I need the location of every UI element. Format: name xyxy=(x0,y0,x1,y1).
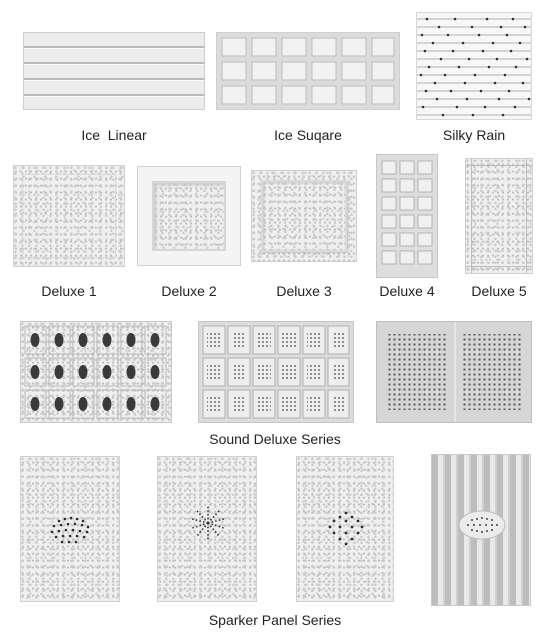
ice-linear-label: Ice Linear xyxy=(81,127,147,143)
deluxe-3-label: Deluxe 3 xyxy=(276,283,332,299)
deluxe-2-label: Deluxe 2 xyxy=(161,283,217,299)
deluxe-4-label: Deluxe 4 xyxy=(379,283,435,299)
sparker-panel-tile-2 xyxy=(157,456,257,602)
sound-deluxe-series-title: Sound Deluxe Series xyxy=(209,431,341,447)
silky-rain-tile xyxy=(416,12,532,120)
sound-deluxe-2-pattern xyxy=(201,324,351,420)
deluxe-3-tile xyxy=(251,170,357,262)
ice-square-grid xyxy=(220,36,396,106)
ice-linear-tile xyxy=(23,32,205,110)
deluxe-2-tile xyxy=(137,166,241,266)
deluxe-5-label: Deluxe 5 xyxy=(471,283,527,299)
sparker-panel-tile-3 xyxy=(296,456,394,602)
silky-rain-label: Silky Rain xyxy=(442,127,506,143)
deluxe-4-tile xyxy=(376,154,438,278)
deluxe-5-tile xyxy=(465,158,533,274)
sparker-panel-tile-1 xyxy=(20,456,120,602)
sparker-1-pattern xyxy=(21,457,121,603)
deluxe-1-label: Deluxe 1 xyxy=(41,283,97,299)
sparker-panel-tile-4 xyxy=(431,454,531,606)
sound-deluxe-tile-3 xyxy=(376,321,532,423)
deluxe-1-tile xyxy=(13,165,125,267)
deluxe-4-grid xyxy=(381,159,433,273)
sound-deluxe-tile-1 xyxy=(20,321,172,423)
sound-deluxe-1-pattern xyxy=(23,324,169,420)
ice-square-tile xyxy=(216,32,400,110)
sparker-panel-series-title: Sparker Panel Series xyxy=(208,612,342,628)
sound-deluxe-tile-2 xyxy=(198,321,354,423)
sparker-3-pattern xyxy=(297,457,395,603)
sparker-4-pattern xyxy=(432,455,532,607)
sparker-2-pattern xyxy=(158,457,258,603)
ice-square-label: Ice Suqare xyxy=(274,127,342,143)
silky-rain-pattern xyxy=(417,13,532,120)
sound-deluxe-3-pattern xyxy=(377,322,531,422)
